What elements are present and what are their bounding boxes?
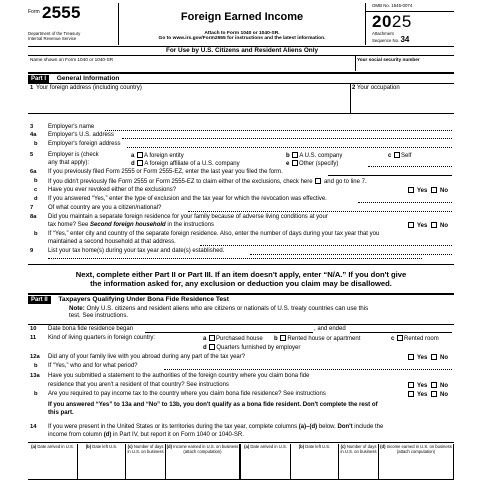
table-column-header — [291, 444, 339, 480]
yes-no-8a — [404, 222, 448, 230]
no-label: No — [440, 383, 448, 389]
tax-home-field[interactable] — [250, 248, 452, 255]
line-number: b — [34, 178, 38, 184]
line-13a — [28, 373, 454, 382]
line-13a-cont — [28, 382, 454, 391]
option-label: Quarters furnished by employer — [216, 345, 301, 351]
option-letter: e — [286, 161, 290, 167]
line-number: 12a — [30, 354, 40, 360]
yes-no-6c — [404, 187, 448, 195]
line-number: 7 — [30, 205, 34, 211]
family-period-field[interactable] — [164, 363, 452, 370]
no-label: No — [440, 392, 448, 398]
column-label: Date left U.S. — [92, 444, 118, 449]
name-label: Name shown on Form 1040 or 1040-SR — [30, 57, 114, 62]
goto-instruction: Go to www.irs.gov/Form2555 for instructions and the latest information. — [158, 36, 326, 42]
line-8a-label: Did you maintain a separate foreign residence for your family because of adverse living conditions at your — [48, 214, 328, 220]
column-letter: (d) — [380, 444, 387, 449]
line-6c — [28, 187, 454, 196]
checkbox-self[interactable] — [394, 152, 400, 158]
checkbox-no[interactable] — [431, 391, 437, 397]
line-14-text-5: in Part IV, but report it on Form 1040 or 1040-SR. — [111, 432, 244, 438]
table-column-header — [379, 444, 454, 480]
ssn-field[interactable] — [357, 63, 453, 71]
year-prefix: 20 — [372, 12, 392, 32]
omb-number: OMB No. 1545-0074 — [366, 3, 454, 12]
form-number: 2555 — [42, 3, 81, 22]
table-column-header — [78, 444, 126, 480]
divider — [28, 72, 454, 74]
checkbox-yes[interactable] — [408, 391, 414, 397]
line-number: d — [34, 196, 38, 202]
column-label: Date arrived in U.S. — [250, 444, 287, 449]
option-5c — [388, 152, 411, 160]
checkbox-purchased-house[interactable] — [209, 335, 215, 341]
checkbox-no[interactable] — [431, 382, 437, 388]
checkbox-no[interactable] — [431, 354, 437, 360]
column-label: Date arrived in U.S. — [37, 444, 74, 449]
line-2 — [352, 85, 400, 92]
line-14-col-d: (d) — [309, 424, 318, 430]
department — [28, 31, 80, 41]
line-5-label: Employer is (check — [48, 152, 99, 158]
column-label: Income earned in U.S. on business (attach computation) — [386, 444, 452, 454]
line-14-label — [48, 424, 383, 431]
column-label: Income earned in U.S. on business (attach computation) — [173, 444, 239, 454]
line-3-label: Employer's name — [48, 124, 95, 130]
no-label: No — [440, 355, 448, 361]
second-household-field[interactable] — [200, 239, 452, 246]
line-10-ended-label: , and ended — [314, 326, 346, 332]
option-11b — [274, 335, 360, 343]
line-11 — [28, 335, 454, 344]
yes-no-13b — [404, 391, 448, 399]
option-letter: c — [391, 336, 395, 342]
option-label: Purchased house — [216, 336, 263, 342]
line-number: 6a — [30, 169, 37, 175]
bona-fide-warning — [48, 401, 454, 417]
citizenship-field[interactable] — [188, 205, 452, 212]
yes-label: Yes — [416, 383, 428, 389]
residence-ended-field[interactable] — [350, 326, 452, 333]
attach-instruction: Attach to Form 1040 or 1040-SR. — [204, 30, 280, 36]
line-4a-label: Employer's U.S. address — [48, 132, 114, 138]
divider — [28, 293, 454, 295]
option-label: Rented room — [404, 336, 439, 342]
line-6a — [28, 169, 454, 178]
yes-label: Yes — [416, 355, 428, 361]
line-14-col-d-ref: (d) — [103, 432, 112, 438]
line-4b — [28, 141, 454, 150]
divider — [28, 113, 454, 114]
line-9 — [28, 248, 454, 257]
use-banner: For Use by U.S. Citizens and Resident Aliens Only — [165, 47, 319, 54]
line-number: b — [34, 231, 38, 237]
option-11d — [203, 344, 300, 352]
line-14-col-a: (a) — [298, 424, 307, 430]
divider — [28, 324, 454, 325]
line-4a — [28, 132, 454, 141]
checkbox-yes[interactable] — [408, 222, 414, 228]
option-5d — [131, 160, 240, 168]
line-6b-label — [48, 178, 367, 186]
form-word: Form — [28, 9, 40, 15]
column-label: Number of days in U.S. on business — [127, 444, 164, 454]
option-letter: d — [203, 345, 207, 351]
line-8a-cont — [28, 222, 454, 231]
line-number: 1 — [30, 85, 34, 91]
divider — [28, 55, 454, 56]
line-13a-label-cont: residence that you aren't a resident of that country? See instructions — [48, 382, 229, 388]
tax-home-field-2[interactable] — [48, 258, 422, 259]
checkbox-not-previously-filed[interactable] — [315, 178, 321, 184]
ssn-label: Your social security number — [357, 57, 420, 62]
option-11a — [203, 335, 263, 343]
line-14-text-4: income from column — [48, 432, 104, 438]
department-line-1: Department of the Treasury — [28, 31, 81, 36]
line-6b-text: If you didn't previously file Form 2555 or Form 2555-EZ to claim either of the exclusions, check here — [48, 179, 313, 185]
residence-began-field[interactable] — [145, 326, 313, 333]
line-number: 4a — [30, 132, 37, 138]
line-12b — [28, 363, 454, 372]
column-letter: (b) — [298, 444, 306, 449]
column-letter: (b) — [85, 444, 93, 449]
checkbox-no[interactable] — [431, 187, 437, 193]
name-field[interactable] — [30, 63, 352, 71]
yes-no-12a — [404, 354, 448, 362]
option-5b — [286, 152, 342, 160]
option-letter: c — [388, 153, 392, 159]
yes-no-13a — [404, 382, 448, 390]
part2-note — [69, 305, 454, 319]
checkbox-yes[interactable] — [408, 382, 414, 388]
warning-line-1: If you answered “Yes” to 13a and “No” to 13b, you don't qualify as a bona fide resident. Don't complete the rest of — [48, 401, 378, 408]
option-letter: b — [286, 153, 290, 159]
line-6a-label: If you previously filed Form 2555 or Form 2555-EZ, enter the last year you filed the form. — [48, 169, 283, 175]
line-number: 10 — [30, 326, 37, 332]
option-letter: a — [131, 153, 135, 159]
line-14-text-3: include the — [352, 424, 384, 430]
employer-name-field[interactable] — [105, 124, 452, 131]
form-title: Foreign Earned Income — [180, 11, 304, 23]
note-text-2: test. See instructions. — [69, 312, 129, 320]
column-label: Date left U.S. — [305, 444, 331, 449]
line-number: 5 — [30, 152, 34, 158]
line-12a-label: Did any of your family live with you abroad during any part of the tax year? — [48, 354, 246, 360]
occupation-field[interactable] — [352, 94, 452, 112]
part2-label: Part II — [28, 296, 51, 304]
line-11-cont — [28, 344, 454, 353]
notice-line-1: Next, complete either Part II or Part III. If an item doesn't apply, enter “N/A.” If you don't give — [75, 270, 407, 279]
line-number: 3 — [30, 124, 34, 130]
line-number: 9 — [30, 248, 34, 254]
line-6d-label: If you answered “Yes,” enter the type of exclusion and the tax year for which the revocation was effective. — [48, 196, 327, 202]
column-letter: (c) — [340, 444, 347, 449]
column-letter: (a) — [31, 444, 38, 449]
line-2-label: Your occupation — [356, 85, 400, 91]
part2-title: Taxpayers Qualifying Under Bona Fide Residence Test — [58, 296, 229, 303]
line-8a-text-2: in the instructions — [165, 222, 215, 228]
checkbox-foreign-entity[interactable] — [137, 152, 143, 158]
line-5-cont — [28, 160, 454, 169]
line-14-cont — [28, 432, 454, 441]
line-9-label: List your tax home(s) during your tax year and date(s) established. — [48, 248, 225, 254]
line-number: b — [34, 391, 38, 397]
option-letter: a — [203, 336, 207, 342]
line-12b-label: If “Yes,” who and for what period? — [48, 363, 138, 369]
table-column-header — [28, 444, 78, 480]
option-label: Other (specify) — [299, 161, 339, 167]
checkbox-foreign-affiliate[interactable] — [137, 160, 143, 166]
line-12a — [28, 354, 454, 363]
sequence-label — [366, 36, 454, 45]
line-8a-text: tax home? See — [48, 222, 91, 228]
year-block — [366, 3, 454, 45]
checkbox-us-company[interactable] — [292, 152, 298, 158]
checkbox-other[interactable] — [292, 160, 298, 166]
line-8a-emphasis: Second foreign household — [90, 222, 166, 228]
line-7-label: Of what country are you a citizen/national? — [48, 205, 162, 211]
option-label: A foreign entity — [144, 153, 184, 159]
column-label: Number of days in U.S. on business — [340, 444, 377, 454]
no-label: No — [440, 223, 448, 229]
notice-line-2: the information asked for, any exclusion or deduction you claim may be disallowed. — [90, 279, 392, 289]
revocation-field[interactable] — [358, 196, 452, 203]
table-column-header — [166, 444, 241, 480]
year-suffix: 25 — [391, 12, 412, 32]
employer-foreign-address-field[interactable] — [127, 141, 452, 148]
line-14-text: If you were present in the United States or its territories during the tax year, complete columns — [48, 424, 299, 430]
line-number: 2 — [352, 85, 356, 91]
option-label: A foreign affiliate of a U.S. company — [144, 161, 240, 167]
part1-header — [28, 75, 119, 83]
line-13b — [28, 391, 454, 400]
line-number: 14 — [30, 424, 37, 430]
yes-label: Yes — [416, 188, 428, 194]
option-5e — [286, 160, 338, 168]
warning-line-2: this part. — [48, 408, 74, 416]
yes-label: Yes — [416, 392, 428, 398]
part2-header — [28, 296, 229, 304]
checkbox-yes[interactable] — [408, 354, 414, 360]
line-number: 13a — [30, 373, 40, 379]
option-label: Self — [401, 153, 412, 159]
line-8b-label-cont: maintained a second household at that address. — [48, 239, 176, 245]
department-line-2: Internal Revenue Service — [28, 36, 77, 42]
table-column-header — [339, 444, 379, 480]
table-column-header — [241, 444, 291, 480]
line-10-label: Date bona fide residence began — [48, 326, 134, 332]
option-letter: b — [274, 336, 278, 342]
checkbox-rented-house[interactable] — [280, 335, 286, 341]
line-13b-label: Are you required to pay income tax to the country where you claim bona fide residence? See instructions — [48, 391, 326, 397]
employer-us-address-field[interactable] — [122, 132, 452, 139]
line-14-label-cont — [48, 432, 244, 439]
column-letter: (a) — [244, 444, 251, 449]
line-6b — [28, 178, 454, 187]
line-8b-label: If “Yes,” enter city and country of the separate foreign residence. Also, enter the number of days during your tax year that you — [48, 231, 380, 237]
option-label: Rented house or apartment — [287, 336, 361, 342]
note-text: Only U.S. citizens and resident aliens who are citizens or nationals of U.S. treaty countries can use this — [84, 305, 369, 312]
option-label: A U.S. company — [299, 153, 343, 159]
line-8b-cont — [28, 239, 454, 248]
line-8a-label-cont — [48, 222, 214, 229]
line-number: 8a — [30, 214, 37, 220]
sequence-number: 34 — [400, 35, 410, 45]
yes-label: Yes — [416, 223, 428, 229]
line-11-label: Kind of living quarters in foreign country: — [48, 335, 156, 341]
line-number: b — [34, 141, 38, 147]
option-letter: d — [131, 161, 135, 167]
table-column-header — [126, 444, 166, 480]
line-5-label-cont: any that apply): — [48, 160, 90, 166]
checkbox-no[interactable] — [431, 222, 437, 228]
attachment-label: Attachment — [372, 30, 394, 36]
line-6c-label: Have you ever revoked either of the exclusions? — [48, 187, 177, 193]
line-10 — [28, 326, 454, 335]
line-number: b — [34, 363, 38, 369]
divider — [350, 83, 351, 113]
title-block — [118, 3, 366, 45]
part1-label: Part I — [28, 75, 49, 83]
line-6b-text-2: and go to line 7. — [323, 179, 367, 185]
option-11c — [391, 335, 439, 343]
divider — [28, 264, 454, 265]
note-label: Note: — [69, 305, 85, 312]
form-id-block — [28, 3, 118, 45]
checkbox-yes[interactable] — [408, 187, 414, 193]
column-letter: (d) — [166, 444, 174, 449]
tax-year — [366, 12, 454, 32]
line-1-label: Your foreign address (including country) — [36, 85, 142, 91]
divider — [28, 442, 454, 443]
option-5a — [131, 152, 184, 160]
line-6d — [28, 196, 454, 205]
line-14-dont: Don't — [337, 424, 353, 430]
foreign-address-field[interactable] — [30, 94, 348, 112]
line-13a-label: Have you submitted a statement to the authorities of the foreign country where you claim bona fide — [48, 373, 310, 379]
part1-title: General Information — [56, 75, 120, 82]
checkbox-quarters-furnished[interactable] — [209, 344, 215, 350]
divider — [355, 55, 356, 71]
last-year-filed-field[interactable] — [328, 169, 452, 176]
notice — [28, 270, 454, 289]
line-number: 11 — [30, 335, 37, 341]
no-label: No — [440, 188, 448, 194]
line-14-dash: – — [306, 424, 310, 430]
line-number: c — [34, 187, 38, 193]
divider — [28, 83, 454, 84]
line-14-text-2: below. — [317, 424, 338, 430]
sequence-text: Sequence No. — [372, 38, 400, 44]
column-letter: (c) — [127, 444, 134, 449]
checkbox-rented-room[interactable] — [397, 335, 403, 341]
other-specify-field[interactable] — [368, 160, 452, 167]
line-4b-label: Employer's foreign address — [48, 141, 121, 147]
line-7 — [28, 205, 454, 214]
